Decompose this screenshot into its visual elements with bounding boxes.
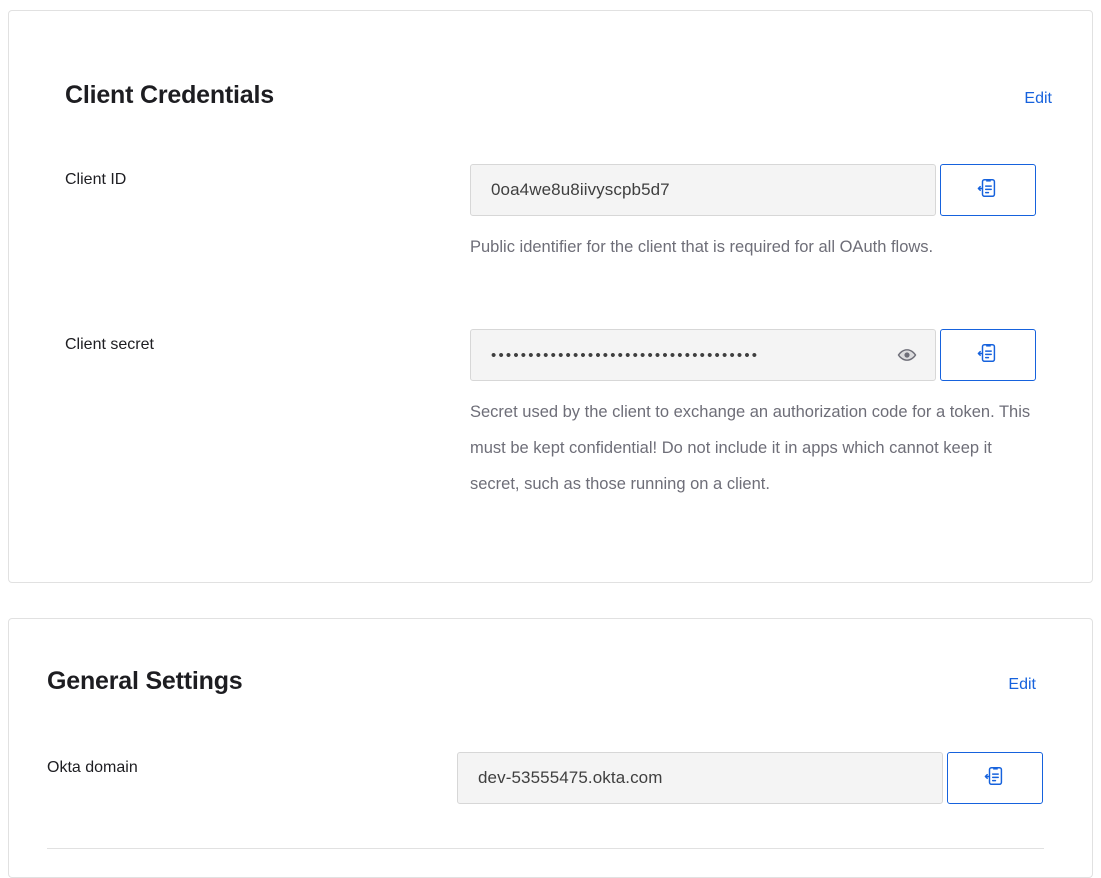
client-secret-value: •••••••••••••••••••••••••••••••••••• <box>491 347 760 363</box>
client-secret-input[interactable] <box>470 329 936 381</box>
copy-to-clipboard-icon <box>984 765 1006 792</box>
copy-to-clipboard-icon <box>977 177 999 204</box>
general-settings-title: General Settings <box>47 667 243 695</box>
client-id-control <box>470 164 1036 216</box>
edit-client-credentials-button[interactable]: Edit <box>1024 90 1052 107</box>
copy-client-secret-button[interactable] <box>940 329 1036 381</box>
show-secret-eye-icon[interactable] <box>893 341 921 369</box>
general-settings-header <box>9 669 1092 694</box>
copy-to-clipboard-icon <box>977 342 999 369</box>
client-id-input[interactable] <box>470 164 936 216</box>
copy-okta-domain-button[interactable] <box>947 752 1043 804</box>
okta-domain-value: dev-53555475.okta.com <box>478 768 663 787</box>
copy-client-id-button[interactable] <box>940 164 1036 216</box>
general-settings-card <box>8 618 1093 878</box>
client-id-label: Client ID <box>65 171 127 188</box>
client-id-help-text: Public identifier for the client that is required for all OAuth flows. <box>470 238 934 256</box>
client-secret-label: Client secret <box>65 336 154 353</box>
client-id-value: 0oa4we8u8iivyscpb5d7 <box>491 180 670 199</box>
client-credentials-card <box>8 10 1093 583</box>
okta-domain-label: Okta domain <box>47 759 138 776</box>
okta-domain-control <box>457 752 1043 804</box>
edit-general-settings-button[interactable]: Edit <box>1008 676 1036 693</box>
client-secret-help-text: Secret used by the client to exchange an authorization code for a token. This must be kept confidential! Do not include it in apps which cannot keep it secret, such as those running on a client. <box>470 403 1031 493</box>
client-credentials-header <box>9 83 1092 108</box>
general-settings-divider <box>47 848 1044 849</box>
client-secret-control <box>470 329 1036 381</box>
page-title: Client Credentials <box>65 81 274 109</box>
okta-domain-input[interactable] <box>457 752 943 804</box>
